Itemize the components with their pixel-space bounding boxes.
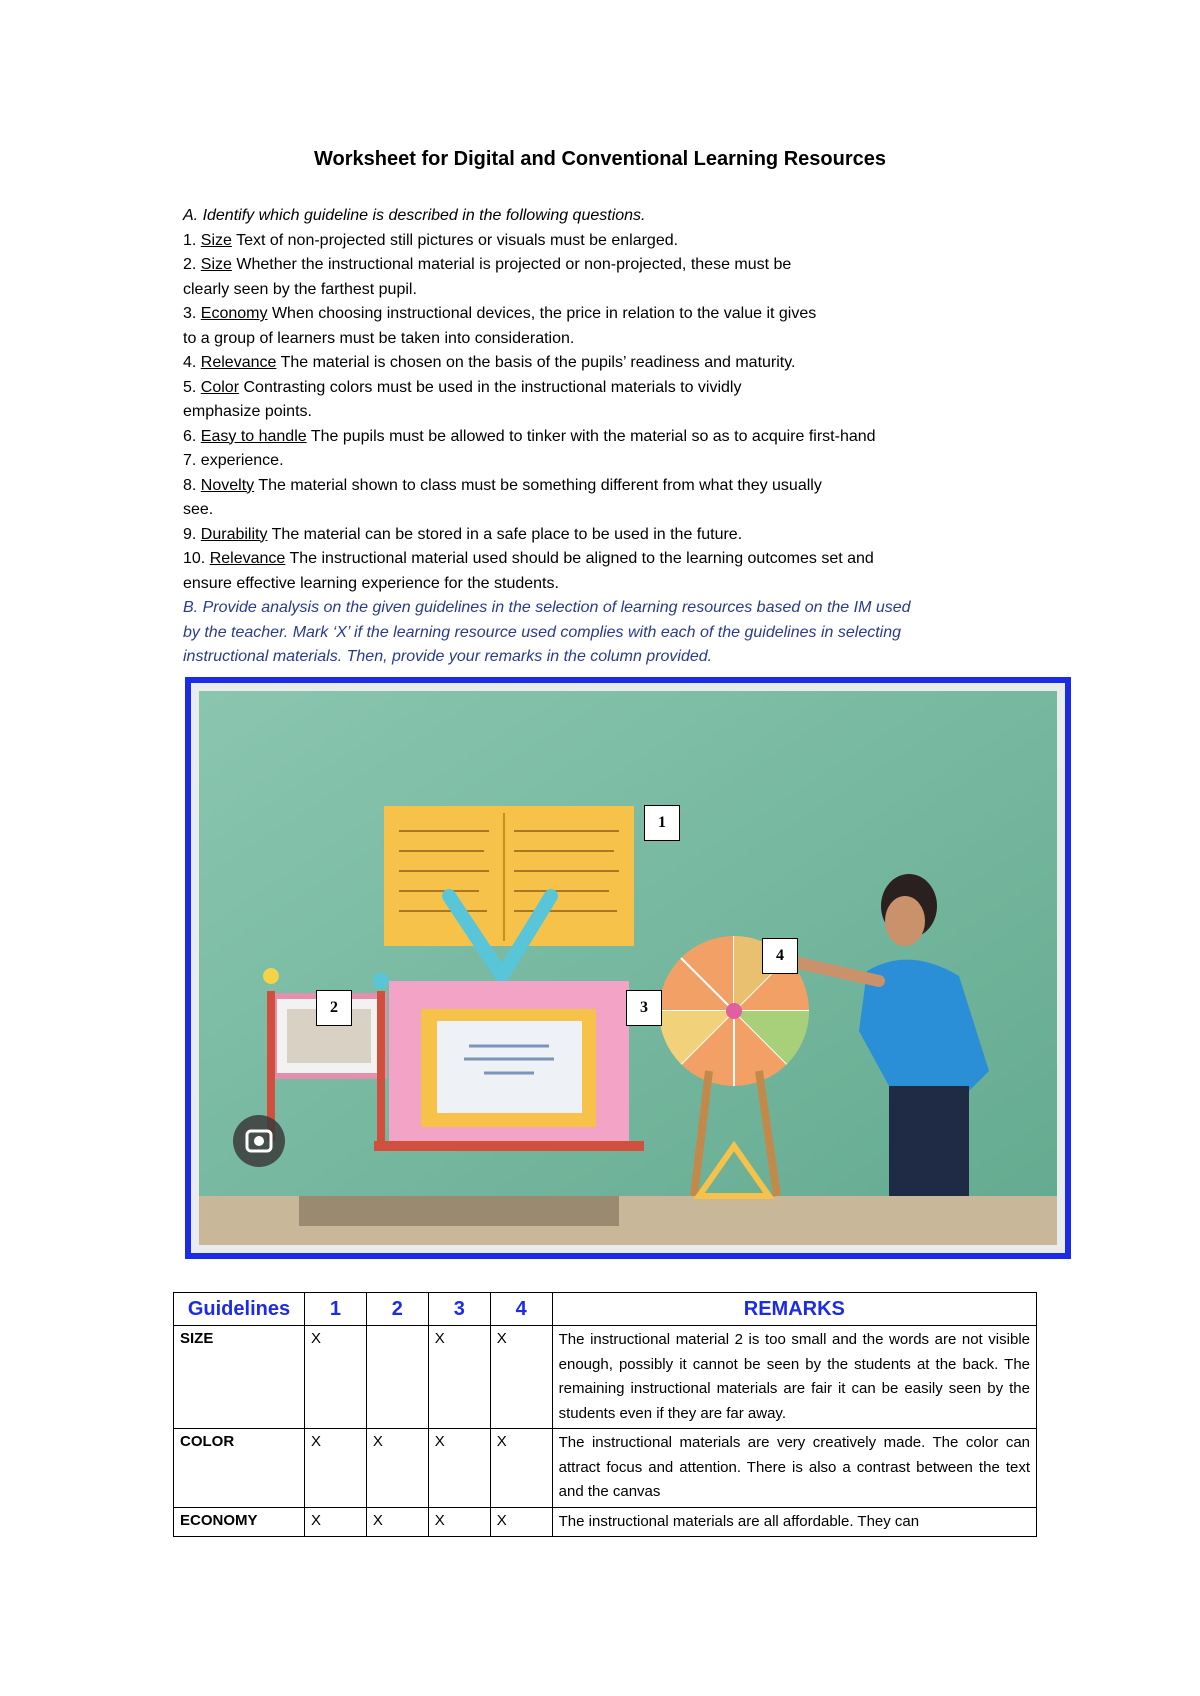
question-line [183,229,1053,254]
question-line [183,376,1053,401]
guideline-cell: COLOR [174,1429,305,1508]
label-1: 1 [644,805,680,841]
mark-cell: X [366,1429,428,1508]
question-text: to a group of learners must be taken into consideration. [183,329,575,347]
mark-cell: X [490,1429,552,1508]
answer-text: Relevance [200,354,277,371]
part-a-items [183,229,1053,597]
question-number: 6. [183,427,197,445]
mark-cell: X [304,1507,366,1537]
question-number: 3. [183,305,197,322]
question-line [183,449,1053,474]
header-1: 1 [304,1293,366,1326]
header-guidelines: Guidelines [174,1293,305,1326]
table-header-row [174,1293,1037,1326]
question-text: clearly seen by the farthest pupil. [183,280,417,298]
question-line [183,474,1053,499]
mark-cell: X [428,1507,490,1537]
question-number: 1. [183,231,197,249]
mark-cell: X [490,1507,552,1537]
header-remarks: REMARKS [552,1293,1036,1326]
question-line [183,278,1053,303]
question-line [183,327,1053,352]
answer-text: Novelty [200,476,255,494]
classroom-photo-frame [185,677,1071,1259]
answer-text: Easy to handle [200,427,307,445]
question-text: Whether the instructional material is projected or non-projected, these must be [236,256,792,273]
answer-text: Size [200,231,232,249]
mark-cell: X [304,1429,366,1508]
question-text: Text of non-projected still pictures or visuals must be enlarged. [236,231,679,249]
label-3: 3 [626,990,662,1026]
header-3: 3 [428,1293,490,1326]
guideline-cell: SIZE [174,1326,305,1429]
question-text: The material is chosen on the basis of the pupils’ readiness and maturity. [280,354,796,371]
label-2: 2 [316,990,352,1026]
part-a-questions [183,204,1053,670]
mark-cell: X [304,1326,366,1429]
part-b-line-1: B. Provide analysis on the given guidelines in the selection of learning resources based on the IM used [183,599,911,616]
remarks-cell: The instructional material 2 is too small and the words are not visible enough, possibly it cannot be seen by the students at the back. The remaining instructional materials are fair it can be easily seen by the students even if they are far away. [552,1326,1036,1429]
answer-text: Size [200,256,232,273]
mark-cell: X [490,1326,552,1429]
guidelines-table [173,1292,1037,1537]
question-line [183,351,1053,376]
answer-text: Durability [200,525,268,543]
question-line [183,253,1053,278]
answer-text: Color [200,378,240,396]
part-b-line-3: instructional materials. Then, provide your remarks in the column provided. [183,648,713,665]
remarks-cell: The instructional materials are very creatively made. The color can attract focus and attention. There is also a contrast between the text and the canvas [552,1429,1036,1508]
mark-cell: X [428,1429,490,1508]
classroom-illustration [199,691,1057,1245]
table-row [174,1326,1037,1429]
table-row [174,1429,1037,1508]
question-text: emphasize points. [183,403,312,420]
part-b-line-2: by the teacher. Mark ‘X’ if the learning resource used complies with each of the guidelines in selecting [183,623,902,641]
question-text: Contrasting colors must be used in the instructional materials to vividly [243,378,742,396]
guideline-cell: ECONOMY [174,1507,305,1537]
label-4: 4 [762,938,798,974]
question-text: The instructional material used should be aligned to the learning outcomes set and [289,550,874,567]
question-line [183,425,1053,450]
question-line [183,523,1053,548]
question-number: 4. [183,354,197,371]
header-4: 4 [490,1293,552,1326]
mark-cell: X [428,1326,490,1429]
mark-cell: X [366,1507,428,1537]
part-a-instruction: A. Identify which guideline is described in the following questions. [183,207,646,224]
question-text: see. [183,501,214,518]
question-line [183,547,1053,572]
question-number: 2. [183,256,197,273]
question-number: 9. [183,525,197,543]
answer-text: Relevance [209,550,286,567]
chart-paper [384,806,634,946]
question-text: When choosing instructional devices, the price in relation to the value it gives [271,305,817,322]
classroom-photo [199,691,1057,1245]
question-text: 7. experience. [183,452,284,469]
header-2: 2 [366,1293,428,1326]
mark-cell [366,1326,428,1429]
remarks-cell: The instructional materials are all affordable. They can [552,1507,1036,1537]
answer-text: Economy [200,305,268,322]
question-line [183,572,1053,597]
question-line [183,400,1053,425]
question-text: The pupils must be allowed to tinker with the material so as to acquire first-hand [310,427,876,445]
question-text: The material can be stored in a safe place to be used in the future. [271,525,743,543]
table-row [174,1507,1037,1537]
question-number: 8. [183,476,197,494]
question-line [183,498,1053,523]
page-title: Worksheet for Digital and Conventional Learning Resources [314,148,886,170]
question-number: 10. [183,550,206,567]
question-line [183,302,1053,327]
question-text: ensure effective learning experience for the students. [183,574,559,592]
question-number: 5. [183,378,197,396]
question-text: The material shown to class must be something different from what they usually [258,476,822,494]
